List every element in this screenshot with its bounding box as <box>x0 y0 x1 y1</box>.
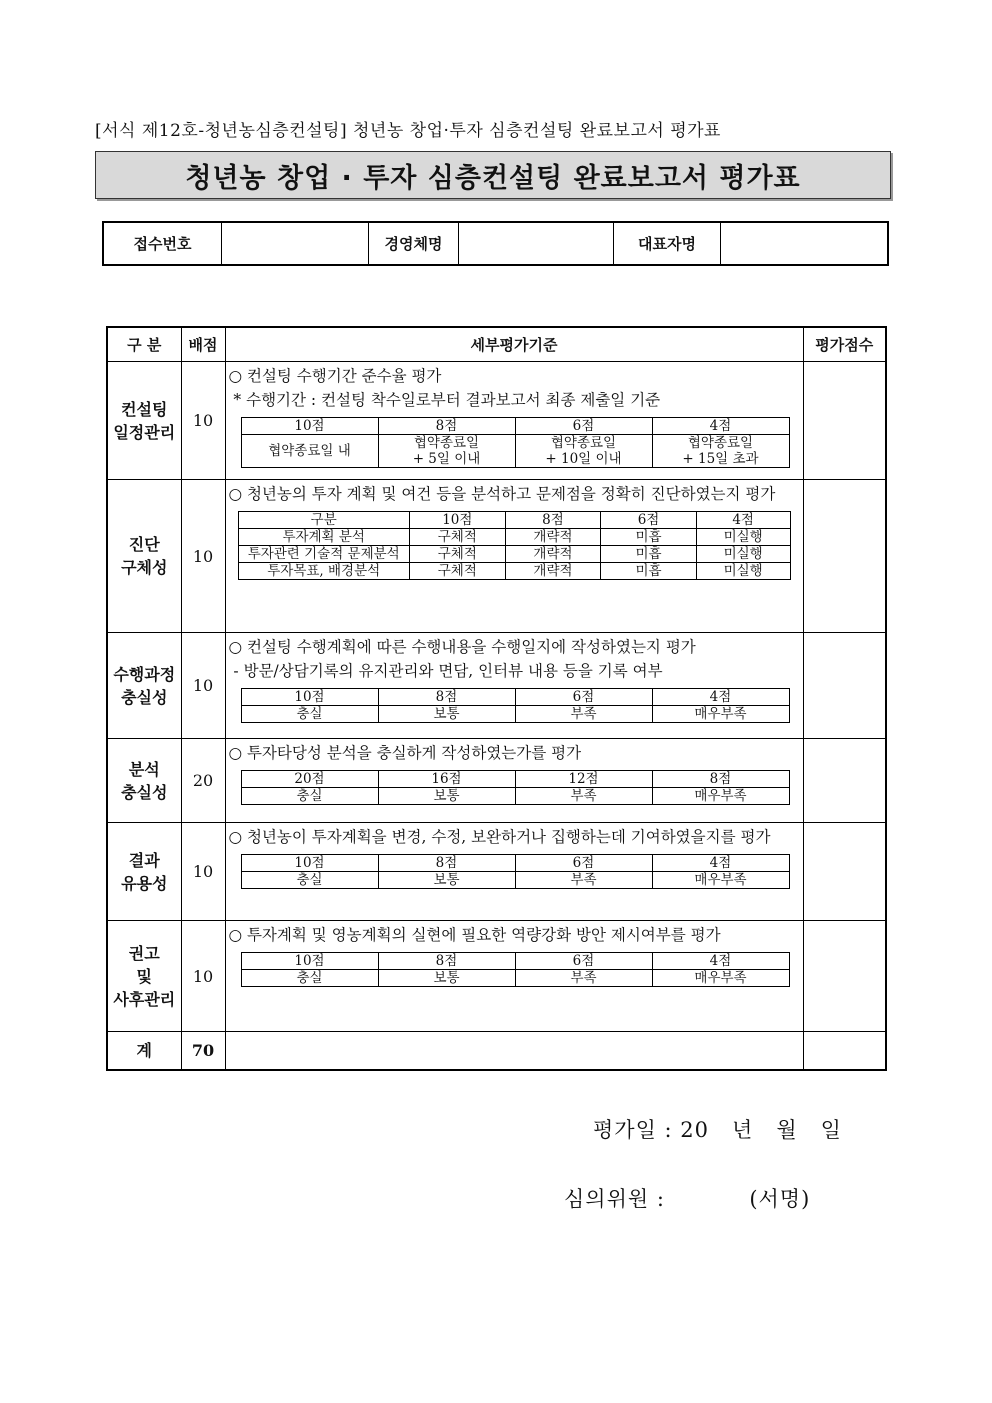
grade-table <box>241 770 790 805</box>
grade-level-text: 매우부족 <box>694 970 747 986</box>
grade-level-text: 보통 <box>433 872 460 888</box>
grade-level <box>378 788 515 805</box>
grade-table <box>241 854 790 889</box>
reviewer-signature: 심의위원 : (서명) <box>564 1187 811 1211</box>
grade-level-text: 충실 <box>296 872 323 888</box>
business-name-value[interactable] <box>459 222 614 265</box>
matrix-item-label: 투자계획 분석 <box>238 529 409 546</box>
receipt-no-label: 접수번호 <box>103 222 222 265</box>
category-label: 충실성 <box>121 687 168 707</box>
grade-level <box>241 706 378 723</box>
grade-header: 4점 <box>652 855 789 872</box>
score-input-cell[interactable] <box>803 633 886 739</box>
total-criteria-cell <box>225 1032 803 1070</box>
grade-level-text: 협약종료일 <box>687 435 754 451</box>
category-label: 사후관리 <box>113 989 176 1009</box>
grade-level-text: + 5일 이내 <box>412 451 481 467</box>
grade-level-text: 매우부족 <box>694 788 747 804</box>
grade-header: 16점 <box>378 771 515 788</box>
receipt-no-value[interactable] <box>222 222 369 265</box>
grade-level-text: 부족 <box>570 706 597 722</box>
points-cell: 10 <box>181 480 225 633</box>
category-cell <box>107 921 181 1032</box>
matrix-item-label: 투자목표, 배경분석 <box>238 563 409 580</box>
grade-level: 미흡 <box>601 563 697 580</box>
header-category: 구 분 <box>107 327 181 362</box>
grade-level <box>241 788 378 805</box>
grade-level-text: 매우부족 <box>694 706 747 722</box>
category-label: 수행과정 <box>113 664 176 684</box>
criteria-cell <box>225 921 803 1032</box>
category-cell <box>107 823 181 921</box>
header-row <box>107 327 886 362</box>
grade-header: 4점 <box>652 953 789 970</box>
grade-level-text: + 10일 이내 <box>545 451 622 467</box>
grade-level <box>652 872 789 889</box>
grade-level <box>515 970 652 987</box>
grade-level <box>241 970 378 987</box>
grade-level: 개략적 <box>505 563 601 580</box>
criteria-text: ○ 청년농이 투자계획을 변경, 수정, 보완하거나 집행하는데 기여하였을지를 평가 <box>228 828 771 846</box>
grade-header: 10점 <box>241 953 378 970</box>
grade-header: 8점 <box>378 689 515 706</box>
grade-level-text: 협약종료일 <box>413 435 480 451</box>
grade-level: 구체적 <box>409 529 505 546</box>
criteria-cell <box>225 739 803 823</box>
grade-level-text: 보통 <box>433 706 460 722</box>
representative-value[interactable] <box>721 222 889 265</box>
grade-level-text: 협약종료일 내 <box>268 443 351 459</box>
category-label: 분석 <box>128 759 160 779</box>
grade-level: 미실행 <box>696 563 790 580</box>
grade-header: 10점 <box>241 689 378 706</box>
grade-level <box>241 872 378 889</box>
grade-level-text: 부족 <box>570 970 597 986</box>
grade-level: 개략적 <box>505 546 601 563</box>
grade-level <box>378 872 515 889</box>
grade-level <box>652 788 789 805</box>
header-score: 평가점수 <box>803 327 886 362</box>
category-label: 컨설팅 <box>121 399 168 419</box>
criteria-row <box>107 739 886 823</box>
grade-level <box>515 872 652 889</box>
grade-header: 20점 <box>241 771 378 788</box>
grade-level <box>378 970 515 987</box>
grade-level <box>241 435 378 468</box>
grade-header: 6점 <box>515 418 652 435</box>
grade-level: 미실행 <box>696 546 790 563</box>
applicant-info-table <box>102 221 889 266</box>
grade-header: 10점 <box>241 855 378 872</box>
grade-level: 구체적 <box>409 563 505 580</box>
grade-level: 구체적 <box>409 546 505 563</box>
grade-header: 8점 <box>505 512 601 529</box>
total-points: 70 <box>181 1032 225 1070</box>
grade-level-text: 보통 <box>433 788 460 804</box>
grade-level-text: 매우부족 <box>694 872 747 888</box>
grade-table <box>241 952 790 987</box>
criteria-text: - 방문/상담기록의 유지관리와 면담, 인터뷰 내용 등을 기록 여부 <box>228 662 663 680</box>
points-cell: 10 <box>181 633 225 739</box>
criteria-cell <box>225 362 803 480</box>
grade-header: 8점 <box>378 855 515 872</box>
criteria-text: * 수행기간 : 컨설팅 착수일로부터 결과보고서 최종 제출일 기준 <box>228 391 661 409</box>
total-label: 계 <box>107 1032 181 1070</box>
grade-level: 미실행 <box>696 529 790 546</box>
representative-label: 대표자명 <box>614 222 721 265</box>
grade-level-text: 부족 <box>570 788 597 804</box>
criteria-cell <box>225 823 803 921</box>
business-name-label: 경영체명 <box>369 222 459 265</box>
grade-header: 4점 <box>652 689 789 706</box>
grade-header: 6점 <box>515 953 652 970</box>
grade-level <box>515 435 652 468</box>
category-label: 충실성 <box>121 782 168 802</box>
grade-level <box>652 435 789 468</box>
grade-header: 12점 <box>515 771 652 788</box>
form-number-label: [서식 제12호-청년농심층컨설팅] 청년농 창업·투자 심층컨설팅 완료보고서 평가표 <box>95 121 721 141</box>
category-label: 구체성 <box>121 558 168 577</box>
criteria-text: ○ 투자타당성 분석을 충실하게 작성하였는가를 평가 <box>228 744 582 762</box>
score-input-cell[interactable] <box>803 921 886 1032</box>
grade-level-text: 충실 <box>296 706 323 722</box>
grade-level: 미흡 <box>601 529 697 546</box>
grade-level-text: 협약종료일 <box>550 435 617 451</box>
grade-level: 미흡 <box>601 546 697 563</box>
grade-header: 8점 <box>378 953 515 970</box>
category-label: 권고 <box>128 943 160 963</box>
matrix-item-label: 투자관련 기술적 문제분석 <box>238 546 409 563</box>
criteria-row <box>107 362 886 480</box>
header-points: 배점 <box>181 327 225 362</box>
criteria-row <box>107 921 886 1032</box>
grade-header: 6점 <box>515 689 652 706</box>
grade-level: 개략적 <box>505 529 601 546</box>
category-label: 진단 <box>128 535 160 554</box>
criteria-cell <box>225 633 803 739</box>
grade-level-text: 보통 <box>433 970 460 986</box>
category-cell <box>107 362 181 480</box>
grade-level-text: + 15일 초과 <box>682 451 759 467</box>
grade-level <box>652 706 789 723</box>
grade-header: 6점 <box>515 855 652 872</box>
grade-header: 8점 <box>652 771 789 788</box>
header-criteria: 세부평가기준 <box>225 327 803 362</box>
criteria-cell <box>225 480 803 633</box>
grade-header: 4점 <box>696 512 790 529</box>
category-label: 결과 <box>128 850 160 870</box>
grade-level <box>652 970 789 987</box>
grade-table <box>241 688 790 723</box>
grade-table <box>238 511 791 580</box>
evaluation-table <box>106 326 887 1071</box>
grade-level <box>378 706 515 723</box>
criteria-row <box>107 633 886 739</box>
score-input-cell[interactable] <box>803 362 886 480</box>
page-title: 청년농 창업 · 투자 심층컨설팅 완료보고서 평가표 <box>185 162 801 194</box>
grade-level-text: 충실 <box>296 970 323 986</box>
criteria-text: ○ 청년농의 투자 계획 및 여건 등을 분석하고 문제점을 정확히 진단하였는지 평가 <box>228 485 776 503</box>
category-cell <box>107 633 181 739</box>
criteria-text: ○ 컨설팅 수행기간 준수율 평가 <box>228 367 442 385</box>
points-cell: 10 <box>181 362 225 480</box>
criteria-text: ○ 투자계획 및 영농계획의 실현에 필요한 역량강화 방안 제시여부를 평가 <box>228 926 721 944</box>
score-input-cell[interactable] <box>803 480 886 633</box>
grade-header: 구분 <box>238 512 409 529</box>
points-cell: 10 <box>181 921 225 1032</box>
title-banner <box>95 151 891 199</box>
grade-level-text: 부족 <box>570 872 597 888</box>
points-cell: 20 <box>181 739 225 823</box>
criteria-row <box>107 823 886 921</box>
grade-header: 8점 <box>378 418 515 435</box>
points-cell: 10 <box>181 823 225 921</box>
criteria-row <box>107 480 886 633</box>
grade-header: 6점 <box>601 512 697 529</box>
grade-header: 10점 <box>241 418 378 435</box>
grade-table <box>241 417 790 468</box>
grade-level <box>515 788 652 805</box>
grade-level <box>515 706 652 723</box>
evaluation-date: 평가일 : 20 년 월 일 <box>593 1118 842 1142</box>
category-label: 유용성 <box>121 873 168 893</box>
score-input-cell[interactable] <box>803 739 886 823</box>
total-score-cell[interactable] <box>803 1032 886 1070</box>
grade-header: 4점 <box>652 418 789 435</box>
category-label: 일정관리 <box>113 422 176 442</box>
grade-level <box>378 435 515 468</box>
grade-header: 10점 <box>409 512 505 529</box>
category-cell <box>107 480 181 633</box>
criteria-text: ○ 컨설팅 수행계획에 따른 수행내용을 수행일지에 작성하였는지 평가 <box>228 638 696 656</box>
score-input-cell[interactable] <box>803 823 886 921</box>
total-row <box>107 1032 886 1070</box>
category-cell <box>107 739 181 823</box>
grade-level-text: 충실 <box>296 788 323 804</box>
category-label: 및 <box>136 966 152 986</box>
